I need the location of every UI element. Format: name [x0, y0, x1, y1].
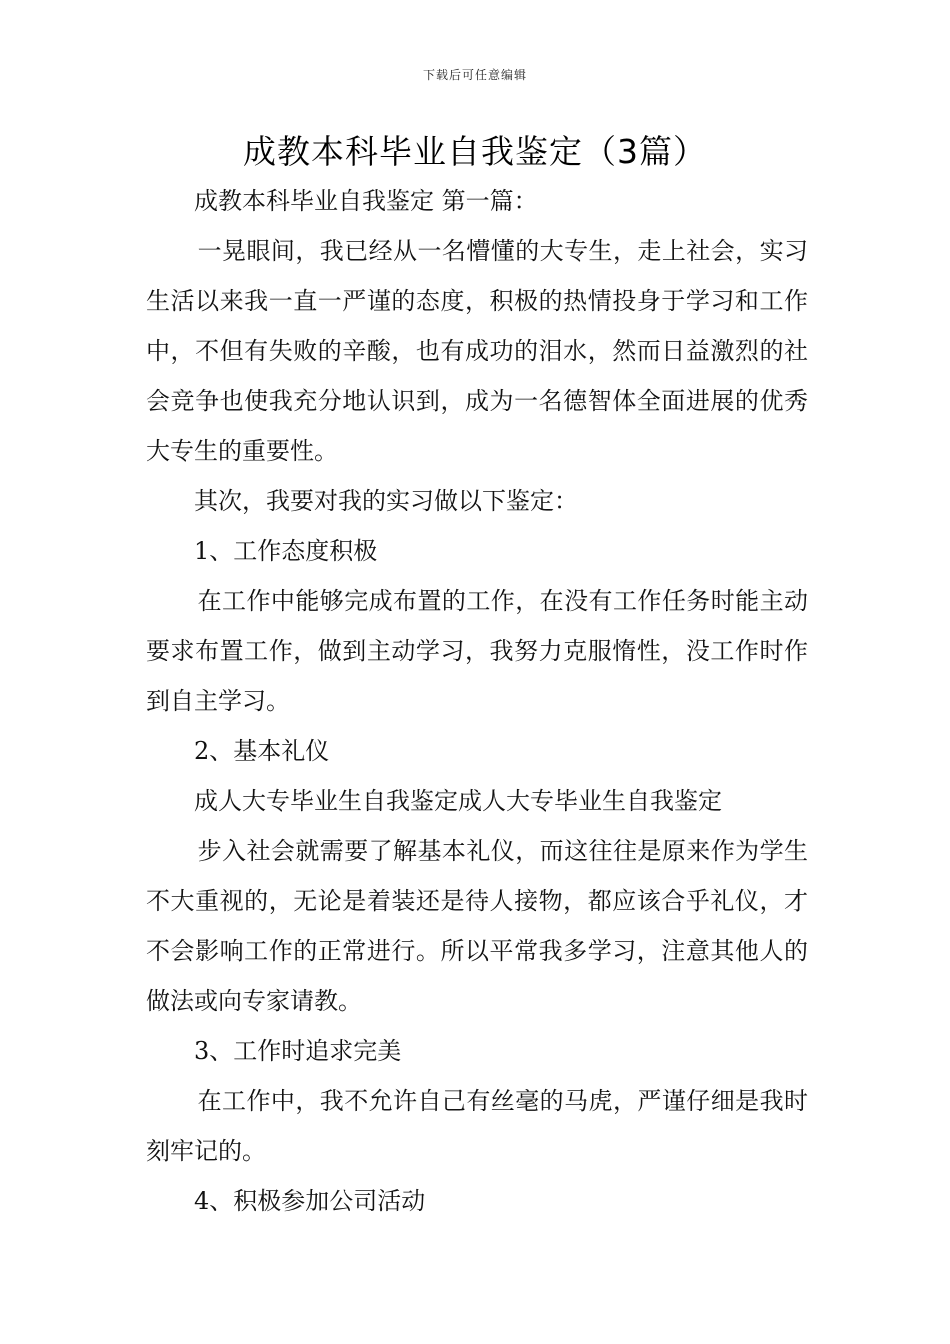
paragraph: 一晃眼间，我已经从一名懵懂的大专生，走上社会，实习生活以来我一直一严谨的态度，积极的热情投身于学习和工作中，不但有失败的辛酸，也有成功的泪水，然而日益激烈的社会竞争也使我充分地认识到，成为一名德智体全面进展的优秀大专生的重要性。 — [146, 237, 808, 465]
section-heading: 1、工作态度积极 — [194, 537, 378, 565]
document-title: 成教本科毕业自我鉴定（3篇） — [243, 132, 707, 171]
paragraph: 在工作中，我不允许自己有丝毫的马虎，严谨仔细是我时刻牢记的。 — [146, 1087, 808, 1165]
section-heading: 3、工作时追求完美 — [194, 1037, 402, 1065]
section-heading: 4、积极参加公司活动 — [194, 1187, 426, 1215]
paragraph: 步入社会就需要了解基本礼仪，而这往往是原来作为学生不大重视的，无论是着装还是待人接物，都应该合乎礼仪，才不会影响工作的正常进行。所以平常我多学习，注意其他人的做法或向专家请教。 — [146, 837, 808, 1015]
paragraph: 成人大专毕业生自我鉴定成人大专毕业生自我鉴定 — [194, 787, 722, 815]
document-body — [146, 176, 808, 1226]
page-header-note: 下载后可任意编辑 — [422, 68, 527, 82]
section-heading: 2、基本礼仪 — [194, 737, 330, 765]
paragraph: 在工作中能够完成布置的工作，在没有工作任务时能主动要求布置工作，做到主动学习，我努力克服惰性，没工作时作到自主学习。 — [146, 587, 808, 715]
paragraph: 成教本科毕业自我鉴定 第一篇： — [194, 187, 538, 215]
paragraph: 其次，我要对我的实习做以下鉴定： — [194, 487, 578, 515]
